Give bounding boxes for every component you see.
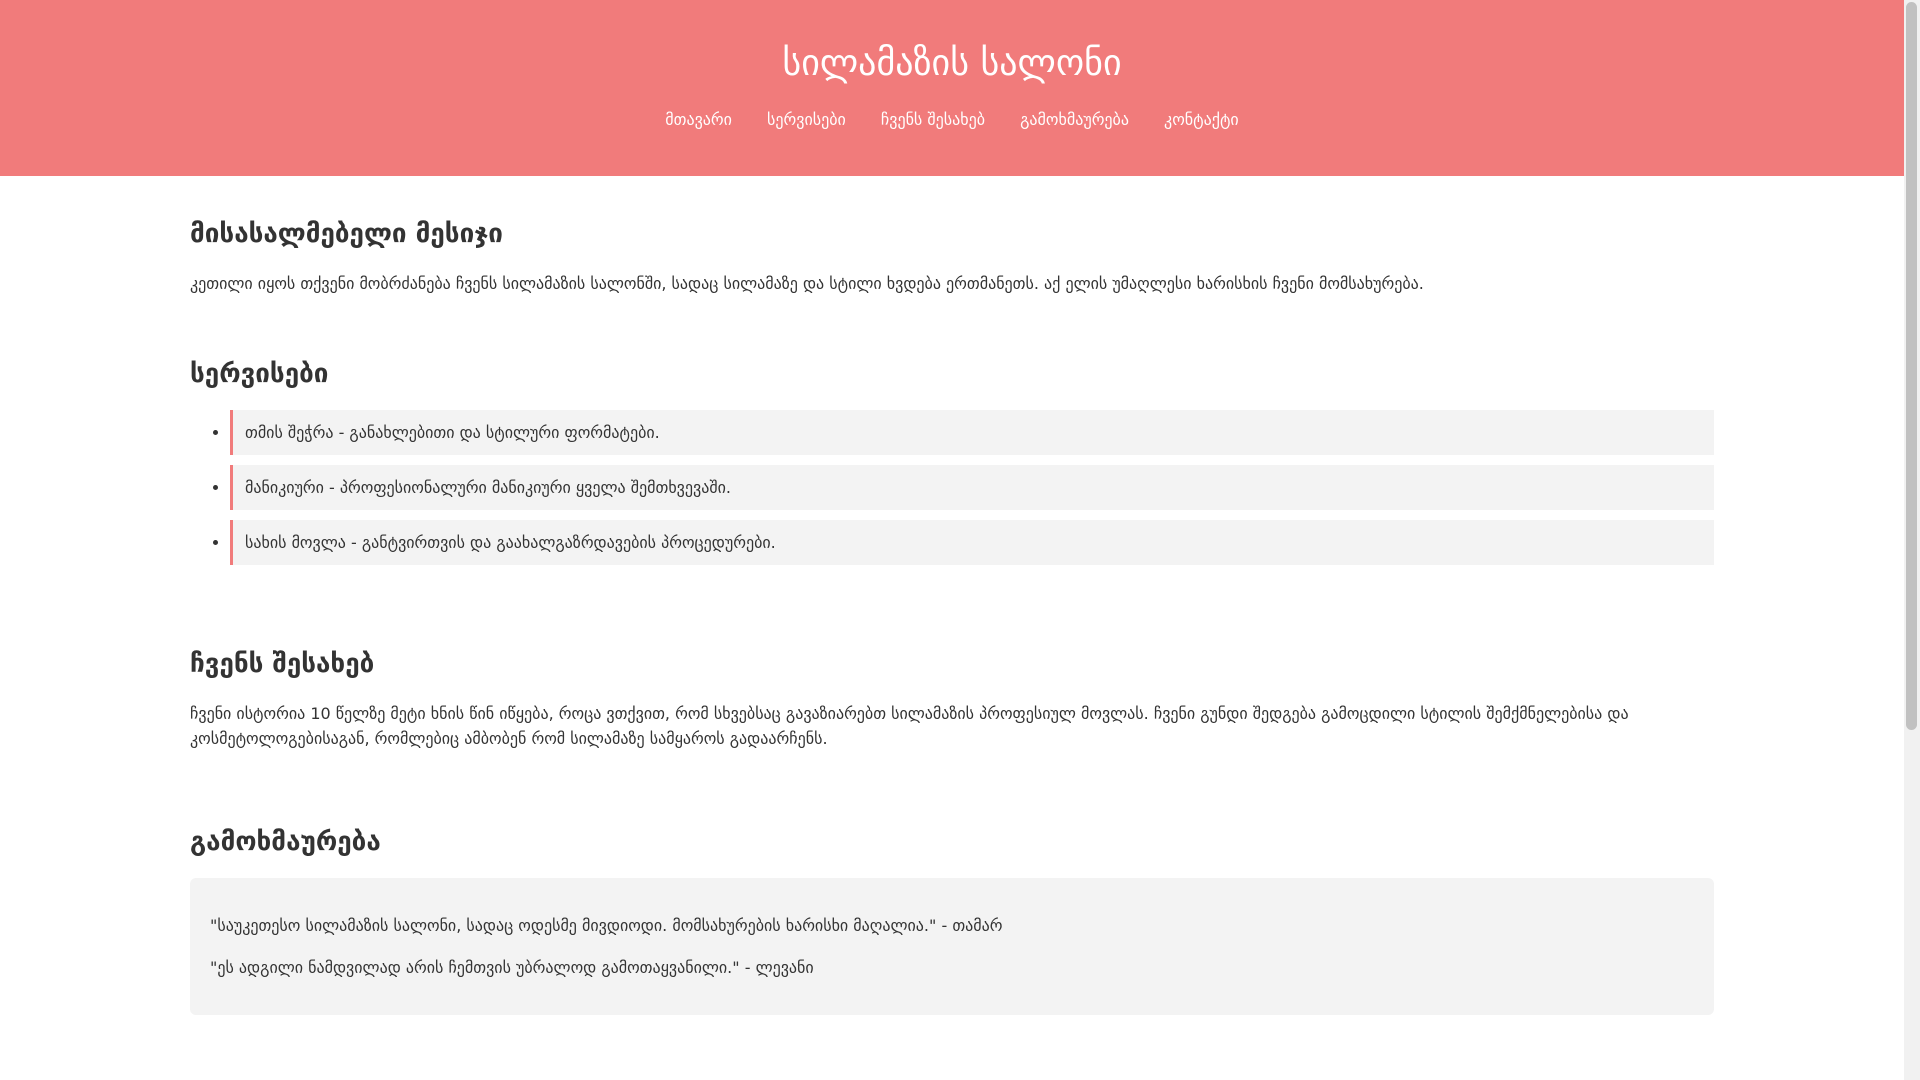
service-item-manicure: • მანიკიური - პროფესიონალური მანიკიური ყველა შემთხვევაში. [230,465,1714,510]
service-item-facial: • სახის მოვლა - განტვირთვის და გაახალგაზრდავების პროცედურები. [230,520,1714,565]
about-heading: ჩვენს შესახებ [190,649,375,679]
main-nav [0,108,1904,132]
main-content [190,176,1714,1015]
nav-link-home[interactable]: მთავარი [665,110,732,129]
reviews-section [190,751,1714,1015]
welcome-text: კეთილი იყოს თქვენი მობრძანება ჩვენს სილამაზის სალონში, სადაც სილამაზე და სტილი ხვდება ერთმანეთს. აქ ელის უმაღლესი ხარისხის ჩვენი მომსახურება. [190,274,1424,293]
nav-link-about[interactable]: ჩვენს შესახებ [880,110,986,129]
welcome-section [190,176,1714,296]
about-text: ჩვენი ისტორია 10 წელზე მეტი ხნის წინ იწყება, როცა ვთქვით, რომ სხვებსაც გავაზიარებთ სილამაზის პროფესიულ მოვლას. ჩვენი გუნდი შედგება გამოცდილი სტილის შემქმნელებისა და კოსმეტოლოგებისაგან, რომლებიც ამბობენ რომ სილამაზე სამყაროს გადაარჩენს. [190,704,1629,748]
service-item-haircut: • თმის შეჭრა - განახლებითი და სტილური ფორმატები. [230,410,1714,455]
nav-link-services[interactable]: სერვისები [767,110,846,129]
scrollbar-thumb[interactable] [1906,2,1917,730]
site-header [0,0,1904,176]
nav-link-contact[interactable]: კონტაქტი [1164,110,1239,129]
about-section [190,575,1714,751]
services-section [190,296,1714,565]
services-heading: სერვისები [190,359,329,389]
reviews-box [190,878,1714,1015]
page-scrollbar[interactable] [1904,0,1920,1080]
review-item: "საუკეთესო სილამაზის სალონი, სადაც ოდესმე მივდიოდი. მომსახურების ხარისხი მაღალია." - თამარ [210,916,1003,935]
welcome-heading: მისასალმებელი მესიჯი [190,219,503,249]
reviews-heading: გამოხმაურება [190,827,381,857]
review-item: "ეს ადგილი ნამდვილად არის ჩემთვის უბრალოდ გამოთაყვანილი." - ლევანი [210,958,814,977]
nav-link-reviews[interactable]: გამოხმაურება [1020,110,1129,129]
site-title: სილამაზის სალონი [782,43,1122,84]
services-list [190,410,1714,565]
